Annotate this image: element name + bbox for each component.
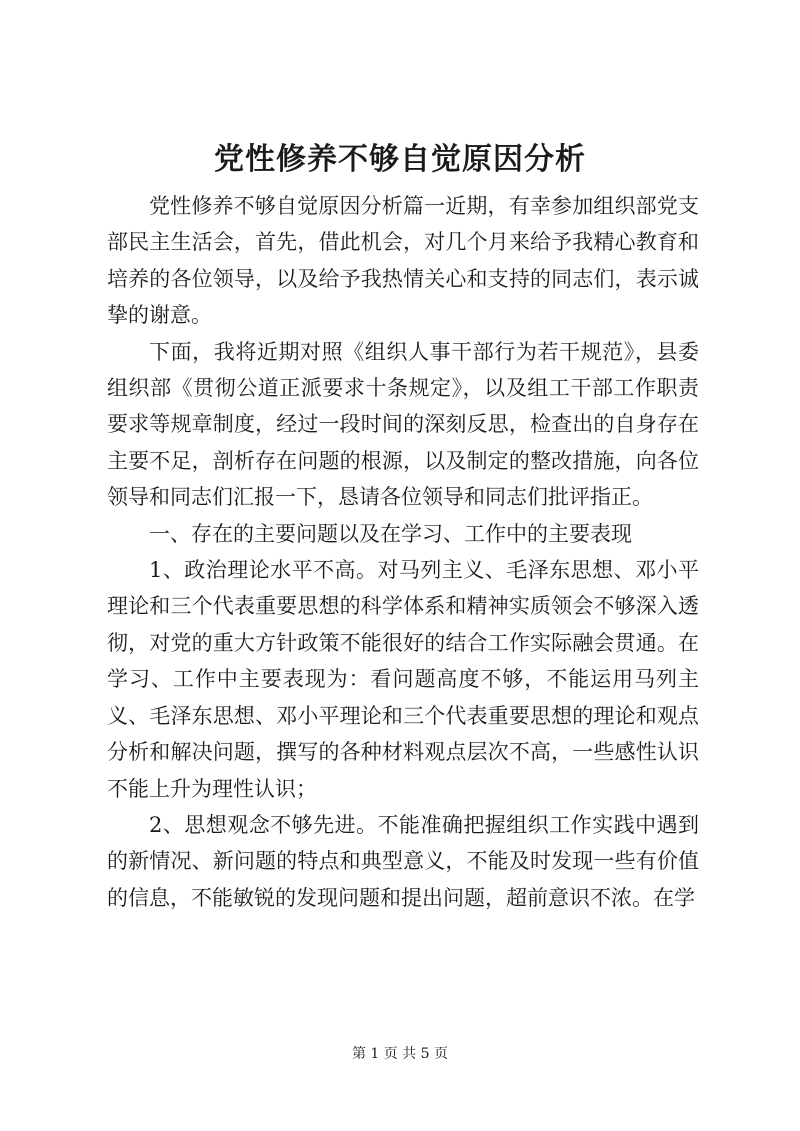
paragraph: 党性修养不够自觉原因分析篇一近期，有幸参加组织部党支部民主生活会，首先，借此机会，对几个月来给予我精心教育和培养的各位领导，以及给予我热情关心和支持的同志们，表示诚挚的谢意。 [107, 194, 699, 328]
document-body [107, 188, 699, 916]
document-title: 党性修养不够自觉原因分析 [214, 142, 586, 177]
paragraph: 1、政治理论水平不高。对马列主义、毛泽东思想、邓小平理论和三个代表重要思想的科学体系和精神实质领会不够深入透彻，对党的重大方针政策不能很好的结合工作实际融会贯通。在学习、工作中主要表现为：看问题高度不够，不能运用马列主义、毛泽东思想、邓小平理论和三个代表重要思想的理论和观点分析和解决问题，撰写的各种材料观点层次不高，一些感性认识不能上升为理性认识； [107, 558, 699, 801]
section-heading: 一、存在的主要问题以及在学习、工作中的主要表现 [149, 521, 632, 546]
paragraph: 下面，我将近期对照《组织人事干部行为若干规范》，县委组织部《贯彻公道正派要求十条规定》，以及组工干部工作职责要求等规章制度，经过一段时间的深刻反思，检查出的自身存在主要不足，剖析存在问题的根源，以及制定的整改措施，向各位领导和同志们汇报一下，恳请各位领导和同志们批评指正。 [107, 339, 699, 510]
paragraph: 2、思想观念不够先进。不能准确把握组织工作实践中遇到的新情况、新问题的特点和典型意义，不能及时发现一些有价值的信息，不能敏锐的发现问题和提出问题，超前意识不浓。在学 [107, 812, 699, 910]
page-number-footer: 第 1 页 共 5 页 [351, 1046, 449, 1062]
